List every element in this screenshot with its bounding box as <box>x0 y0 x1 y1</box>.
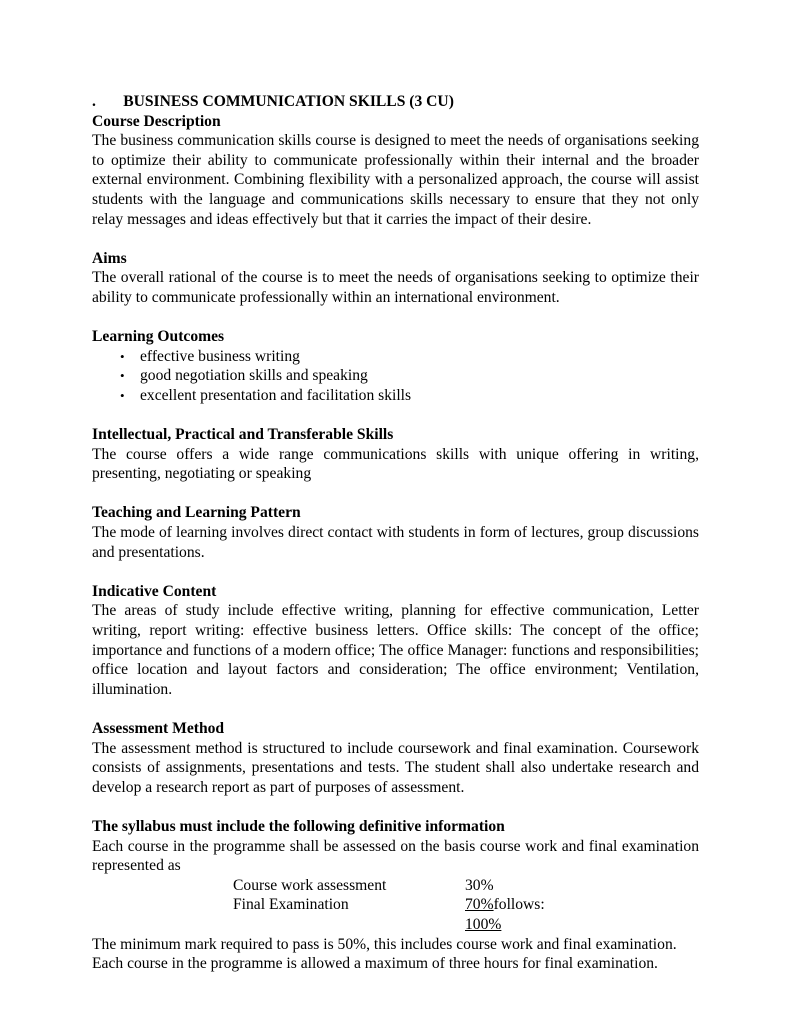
spacer <box>92 562 699 582</box>
paragraph-assessment-method: The assessment method is structured to include coursework and final examination. Coursework consists of assignments, presentations and tests. The student shall also undertake research and develop a research report as part of purposes of assessment. <box>92 739 699 796</box>
assessment-label: Course work assessment <box>233 876 387 894</box>
document-body <box>92 92 699 974</box>
paragraph-exam-duration: Each course in the programme is allowed a maximum of three hours for final examination. <box>92 955 658 973</box>
bullet-icon: • <box>120 387 125 403</box>
heading-course-description: Course Description <box>92 112 221 130</box>
spacer <box>92 484 699 504</box>
title-text: BUSINESS COMMUNICATION SKILLS (3 CU) <box>123 93 454 110</box>
spacer <box>92 308 699 328</box>
list-item <box>92 386 699 406</box>
heading-aims: Aims <box>92 249 127 267</box>
heading-intellectual-skills: Intellectual, Practical and Transferable Skills <box>92 426 394 444</box>
paragraph-intellectual-skills: The course offers a wide range communications skills with unique offering in writing, presenting, negotiating or speaking <box>92 445 699 483</box>
table-row <box>233 876 625 896</box>
spacer <box>92 797 699 817</box>
paragraph-course-description: The business communication skills course is designed to meet the needs of organisations seeking to optimize their ability to communicate professionally within their internal and the broader external environment. Combining flexibility with a personalized approach, the course will assist students with the language and communications skills necessary to ensure that they not only relay messages and ideas effectively but that it carries the impact of their desire. <box>92 132 699 228</box>
heading-syllabus-info: The syllabus must include the following definitive information <box>92 817 505 835</box>
assessment-breakdown-table <box>233 876 625 935</box>
spacer <box>92 229 699 249</box>
list-item-label: effective business writing <box>140 347 300 365</box>
list-item-label: good negotiation skills and speaking <box>140 367 368 385</box>
paragraph-syllabus-intro: Each course in the programme shall be assessed on the basis course work and final examination represented as <box>92 837 699 875</box>
assessment-value-cell <box>465 895 625 915</box>
assessment-value: 30% <box>465 876 494 894</box>
assessment-total-value: 100% <box>465 915 502 933</box>
assessment-value-suffix: follows: <box>493 896 545 914</box>
paragraph-aims: The overall rational of the course is to meet the needs of organisations seeking to optimize their ability to communicate professionally within an international environment. <box>92 269 699 306</box>
list-learning-outcomes <box>92 347 699 406</box>
assessment-label: Final Examination <box>233 896 349 914</box>
paragraph-teaching-pattern: The mode of learning involves direct contact with students in form of lectures, group discussions and presentations. <box>92 524 699 561</box>
bullet-icon: • <box>120 348 125 364</box>
list-item <box>92 366 699 386</box>
assessment-value-cell <box>465 915 625 935</box>
bullet-icon: • <box>120 368 125 384</box>
table-row <box>233 915 625 935</box>
assessment-value: 70% <box>465 896 494 914</box>
heading-teaching-pattern: Teaching and Learning Pattern <box>92 504 301 522</box>
assessment-value-cell <box>465 876 625 896</box>
heading-assessment-method: Assessment Method <box>92 720 225 737</box>
list-item <box>92 347 699 367</box>
document-title <box>92 92 699 112</box>
spacer <box>92 699 699 719</box>
paragraph-minimum-mark: The minimum mark required to pass is 50%, this includes course work and final examination. <box>92 935 677 953</box>
title-leading-marker: . <box>92 93 96 110</box>
spacer <box>92 406 699 426</box>
table-row <box>233 895 625 915</box>
list-item-label: excellent presentation and facilitation skills <box>140 386 412 404</box>
heading-indicative-content: Indicative Content <box>92 582 217 600</box>
title-tab-gap <box>96 93 123 110</box>
assessment-label <box>233 915 465 935</box>
paragraph-indicative-content: The areas of study include effective writing, planning for effective communication, Letter writing, report writing: effective business letters. Office skills: The concept of the office; importance and functions of a modern office; The office Manager: functions and responsibilities; office location and layout factors and consideration; The office environment; Ventilation, illumination. <box>92 602 699 698</box>
heading-learning-outcomes: Learning Outcomes <box>92 328 225 346</box>
